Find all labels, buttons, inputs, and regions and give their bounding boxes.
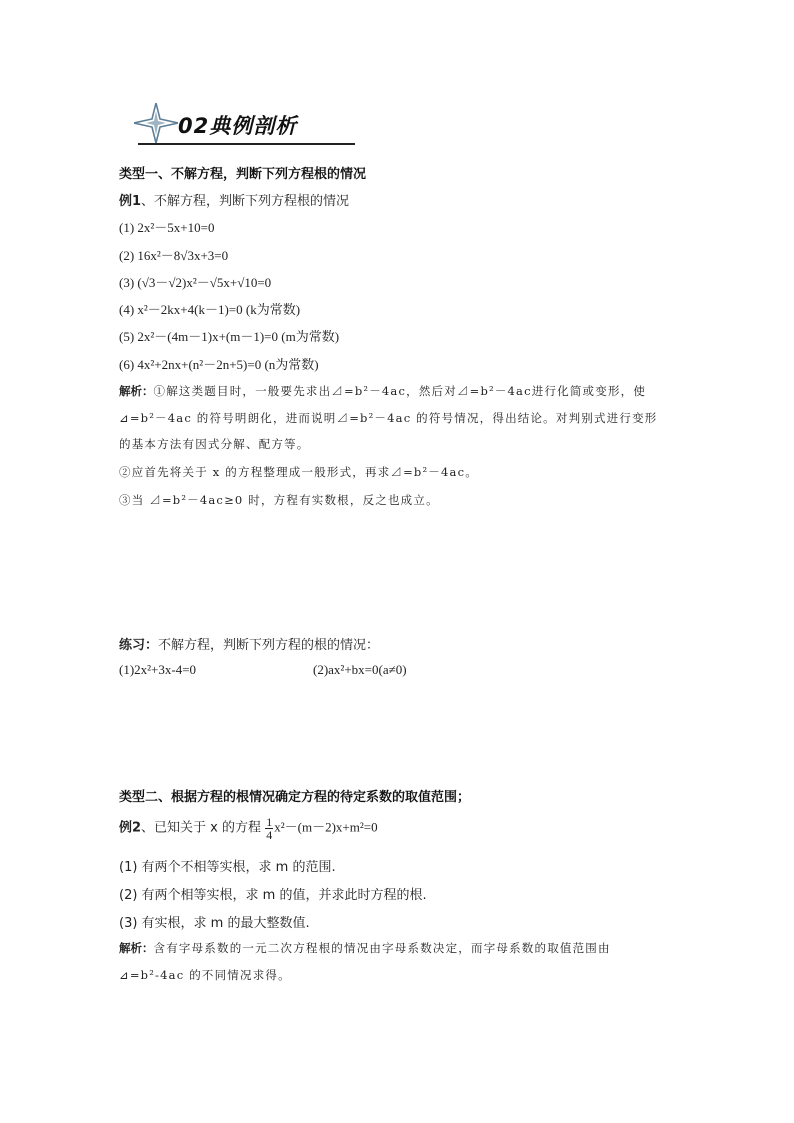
analysis1-line-5: ③当 ⊿=b²－4ac≥0 时，方程有实数根，反之也成立。	[119, 493, 439, 507]
example2-equation: x²－(m－2)x+m²=0	[274, 819, 378, 835]
fraction-numerator: 1	[266, 815, 273, 829]
section-title: 02典例剖析	[178, 114, 298, 138]
analysis1-line-4: ②应首先将关于 x 的方程整理成一般形式，再求⊿=b²－4ac。	[119, 465, 478, 479]
example2-label: 例2	[119, 820, 142, 836]
type2-title: 类型二、根据方程的根情况确定方程的待定系数的取值范围；	[119, 790, 471, 805]
analysis2-text-1: 含有字母系数的一元二次方程根的情况由字母系数决定，而字母系数的取值范围由	[153, 941, 611, 955]
practice-heading	[119, 634, 379, 653]
fraction-denominator: 4	[266, 828, 273, 842]
example2-question-2: (2) 有两个相等实根，求 m 的值，并求此时方程的根.	[119, 888, 427, 903]
practice-item-2: (2)ax²+bx=0(a≠0)	[313, 662, 407, 677]
analysis1-line-2: ⊿=b²－4ac 的符号明朗化，进而说明⊿=b²－4ac 的符号情况，得出结论。对判别式进行变形	[119, 411, 658, 425]
section-underline	[138, 143, 355, 145]
example2-question-1: (1) 有两个不相等实根，求 m 的范围.	[119, 860, 336, 875]
analysis2-line-1	[119, 940, 611, 956]
analysis1-line-3: 的基本方法有因式分解、配方等。	[119, 437, 310, 451]
example1-item-6: (6) 4x²+2nx+(n²－2n+5)=0 (n为常数)	[119, 357, 319, 372]
example1-item-3: (3) (√3－√2)x²－√5x+√10=0	[119, 275, 272, 290]
example2-text: 、已知关于 x 的方程	[141, 820, 262, 836]
example1-item-4: (4) x²－2kx+4(k－1)=0 (k为常数)	[119, 302, 301, 317]
analysis1-line-1	[119, 383, 646, 399]
analysis2-line-2: ⊿=b²-4ac 的不同情况求得。	[119, 968, 291, 982]
example1-text: 、不解方程，判断下列方程根的情况	[141, 194, 350, 209]
analysis1-text-1: ①解这类题目时，一般要先求出⊿=b²－4ac，然后对⊿=b²－4ac进行化简或变形，使	[153, 384, 647, 398]
type1-title: 类型一、不解方程，判断下列方程根的情况	[119, 167, 367, 182]
example2-heading	[119, 816, 378, 841]
example1-item-5: (5) 2x²－(4m－1)x+(m－1)=0 (m为常数)	[119, 329, 340, 344]
analysis1-label: 解析：	[119, 384, 154, 398]
example1-item-2: (2) 16x²－8√3x+3=0	[119, 248, 229, 263]
analysis2-label: 解析：	[119, 941, 154, 955]
example1-item-1: (1) 2x²－5x+10=0	[119, 220, 215, 235]
section-heading	[130, 103, 355, 147]
example1-heading	[119, 190, 349, 209]
practice-text: 不解方程，判断下列方程的根的情况：	[158, 638, 380, 653]
practice-label: 练习：	[119, 638, 159, 653]
example1-label: 例1	[119, 194, 142, 209]
practice-item-1: (1)2x²+3x-4=0	[119, 662, 197, 677]
example2-question-3: (3) 有实根，求 m 的最大整数值.	[119, 916, 310, 931]
fraction	[265, 816, 273, 841]
four-point-star-icon	[134, 103, 178, 143]
